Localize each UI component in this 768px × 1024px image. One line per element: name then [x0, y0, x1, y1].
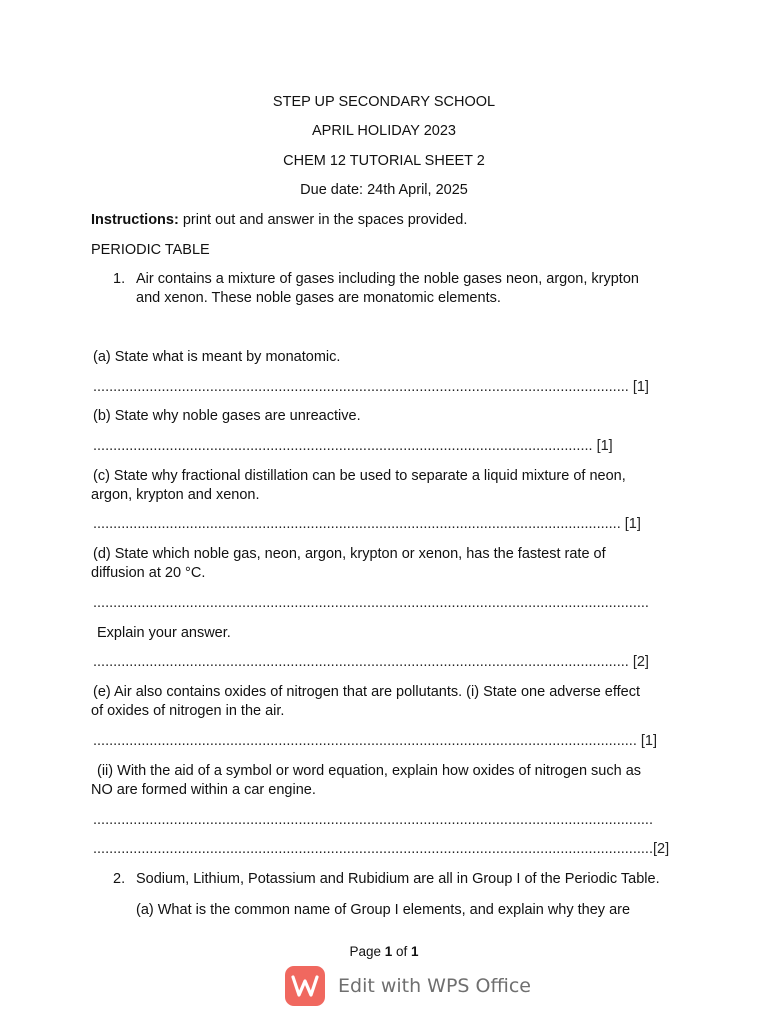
q1a-text: (a) State what is meant by monatomic. [93, 349, 341, 365]
sheet-title: CHEM 12 TUTORIAL SHEET 2 [283, 153, 485, 169]
page-indicator [0, 942, 768, 961]
edit-with-wps-button[interactable] [285, 965, 531, 1007]
wps-label[interactable]: Edit with WPS Office [338, 975, 531, 997]
instructions-label: Instructions: [91, 212, 179, 228]
q2-stem: Sodium, Lithium, Potassium and Rubidium are all in Group I of the Periodic Table. [136, 871, 660, 887]
due-date: Due date: 24th April, 2025 [300, 182, 468, 198]
q1d-answer-line: .......................................................................................................................................... [93, 595, 649, 611]
q1-stem-line2: and xenon. These noble gases are monatomic elements. [136, 290, 501, 306]
q2a-text: (a) What is the common name of Group I elements, and explain why they are [136, 902, 631, 918]
instructions [91, 211, 467, 230]
q1d-explain: Explain your answer. [97, 625, 231, 641]
q1c-text-line2: argon, krypton and xenon. [91, 487, 260, 503]
page-number: 1 [384, 944, 393, 959]
q1ii-text-line2: NO are formed within a car engine. [91, 782, 316, 798]
q1ii-text-line1: (ii) With the aid of a symbol or word equation, explain how oxides of nitrogen such as [97, 763, 642, 779]
q1e-text-line1: (e) Air also contains oxides of nitrogen that are pollutants. (i) State one adverse effect [93, 684, 641, 700]
term-title: APRIL HOLIDAY 2023 [311, 123, 456, 139]
q1d-text-line1: (d) State which noble gas, neon, argon, krypton or xenon, has the fastest rate of [93, 546, 606, 562]
page-of: of [392, 944, 412, 959]
q1b-text: (b) State why noble gases are unreactive. [93, 408, 361, 424]
q1a-answer-line: ..................................................................................................................................... [1] [93, 379, 649, 395]
q1ii-answer-line-2: ...........................................................................................................................................[2] [93, 841, 670, 857]
q1e-text-line2: of oxides of nitrogen in the air. [91, 703, 285, 719]
q1-number: 1. [113, 271, 126, 287]
page-prefix: Page [349, 944, 385, 959]
wps-logo-icon [285, 966, 325, 1006]
page-total: 1 [411, 944, 419, 959]
q1e-answer-line: ....................................................................................................................................... [1] [93, 733, 658, 749]
q1d-explain-answer-line: ..................................................................................................................................... [2] [93, 654, 649, 670]
q1d-text-line2: diffusion at 20 °C. [91, 565, 206, 581]
q1ii-answer-line-1: ........................................................................................................................................... [93, 812, 653, 828]
q1c-text-line1: (c) State why fractional distillation can be used to separate a liquid mixture of neon, [93, 468, 626, 484]
q2-number: 2. [113, 871, 126, 887]
section-title: PERIODIC TABLE [91, 242, 210, 258]
q1c-answer-line: ................................................................................................................................... [1] [93, 516, 641, 532]
school-title: STEP UP SECONDARY SCHOOL [272, 94, 496, 110]
q1b-answer-line: ............................................................................................................................ [1] [93, 438, 613, 454]
instructions-text: print out and answer in the spaces provided. [178, 212, 468, 228]
q1-stem-line1: Air contains a mixture of gases including the noble gases neon, argon, krypton [136, 271, 639, 287]
